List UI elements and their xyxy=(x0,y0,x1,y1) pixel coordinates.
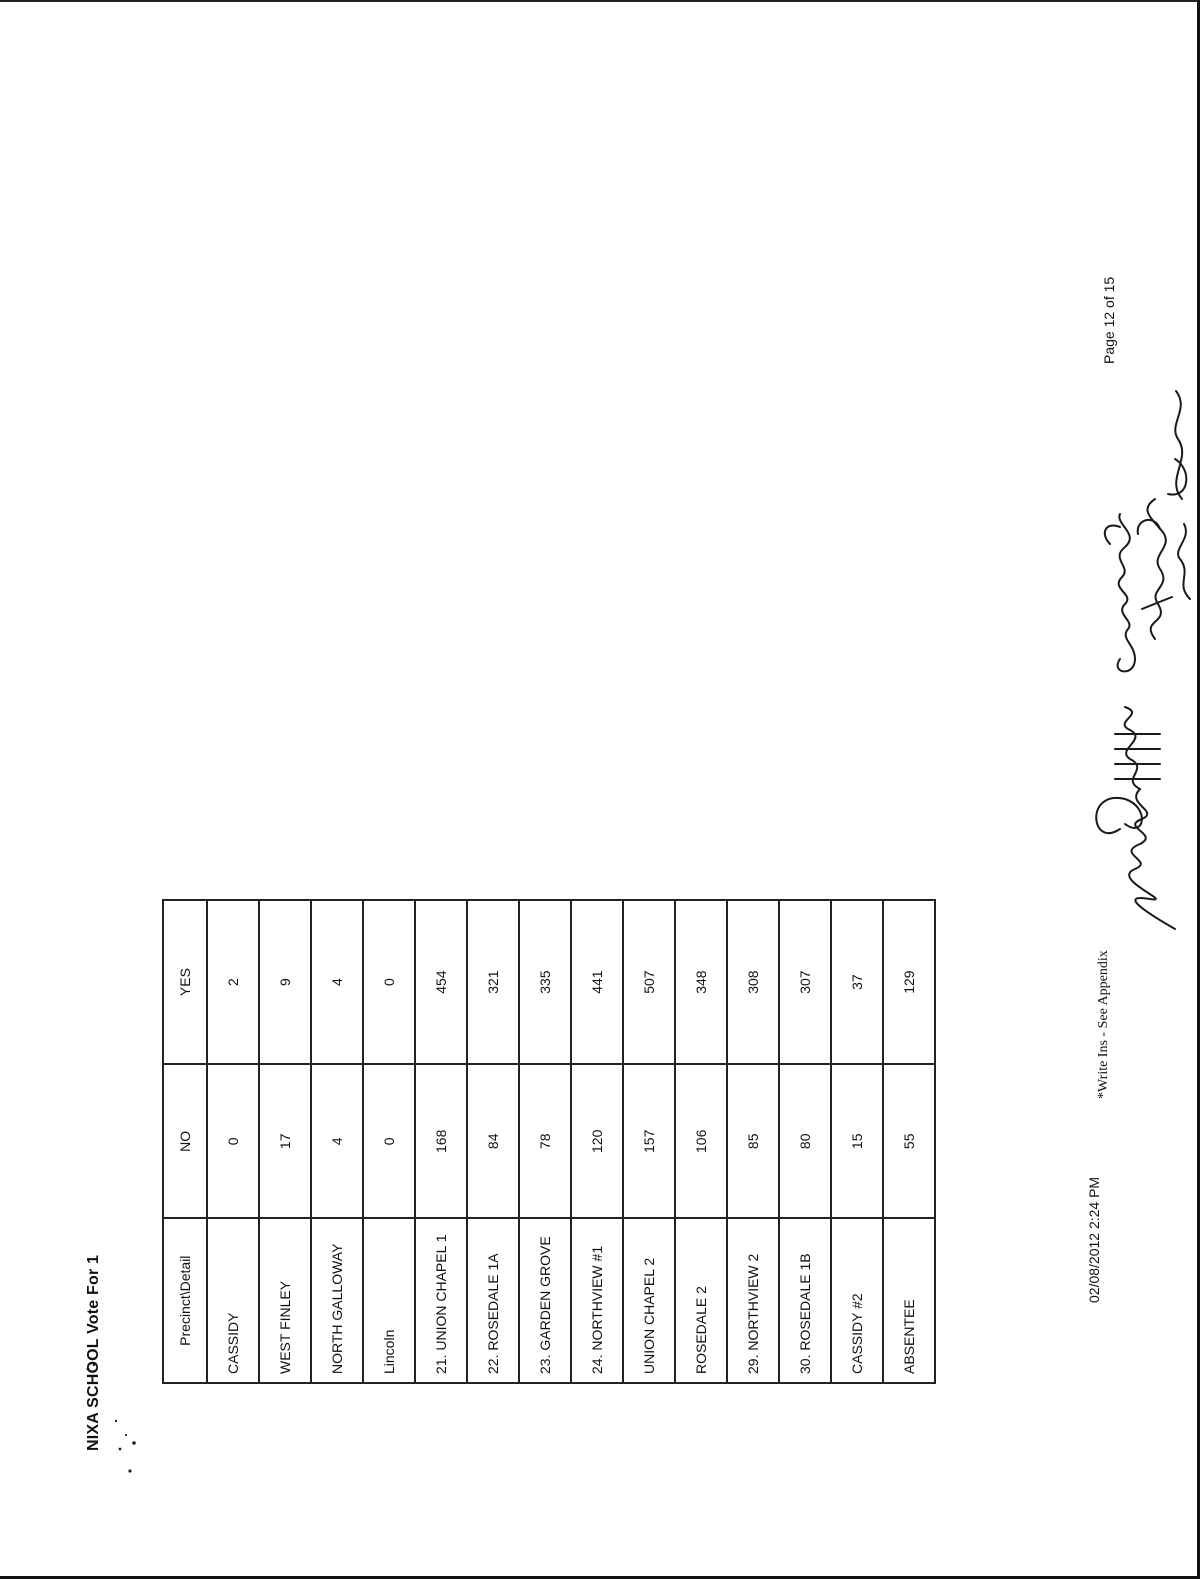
signatures xyxy=(1080,379,1200,939)
table-row xyxy=(259,900,311,1383)
no-cell: 17 xyxy=(259,1064,311,1218)
no-cell: 80 xyxy=(779,1064,831,1218)
table-row xyxy=(779,900,831,1383)
table-row xyxy=(727,900,779,1383)
yes-cell: 454 xyxy=(415,900,467,1064)
table-row xyxy=(519,900,571,1383)
yes-cell: 507 xyxy=(623,900,675,1064)
signature-3 xyxy=(1138,499,1172,639)
signature-2 xyxy=(1105,514,1135,671)
table-row xyxy=(363,900,415,1383)
precinct-cell: NORTH GALLOWAY xyxy=(311,1218,363,1383)
table-row xyxy=(415,900,467,1383)
table-row xyxy=(467,900,519,1383)
header-yes: YES xyxy=(163,900,207,1064)
precinct-cell: 24. NORTHVIEW #1 xyxy=(571,1218,623,1383)
table-row xyxy=(831,900,883,1383)
report-timestamp: 02/08/2012 2:24 PM xyxy=(1086,1176,1102,1303)
no-cell: 15 xyxy=(831,1064,883,1218)
table-row xyxy=(623,900,675,1383)
table-header-row xyxy=(163,900,207,1383)
yes-cell: 307 xyxy=(779,900,831,1064)
precinct-cell: ROSEDALE 2 xyxy=(675,1218,727,1383)
signature-1 xyxy=(1096,707,1175,929)
no-cell: 4 xyxy=(311,1064,363,1218)
results-table xyxy=(162,899,936,1384)
precinct-cell: UNION CHAPEL 2 xyxy=(623,1218,675,1383)
table-row xyxy=(207,900,259,1383)
precinct-cell: ABSENTEE xyxy=(883,1218,935,1383)
no-cell: 0 xyxy=(363,1064,415,1218)
page-number: Page 12 of 15 xyxy=(1101,276,1117,364)
no-cell: 55 xyxy=(883,1064,935,1218)
no-cell: 120 xyxy=(571,1064,623,1218)
write-ins-footnote: *Write Ins - See Appendix xyxy=(1096,950,1111,1099)
yes-cell: 308 xyxy=(727,900,779,1064)
yes-cell: 335 xyxy=(519,900,571,1064)
yes-cell: 37 xyxy=(831,900,883,1064)
yes-cell: 321 xyxy=(467,900,519,1064)
no-cell: 0 xyxy=(207,1064,259,1218)
yes-cell: 9 xyxy=(259,900,311,1064)
no-cell: 168 xyxy=(415,1064,467,1218)
yes-cell: 441 xyxy=(571,900,623,1064)
header-precinct: Precinct\Detail xyxy=(163,1218,207,1383)
yes-cell: 0 xyxy=(363,900,415,1064)
document-title: NIXA SCHOOL Vote For 1 xyxy=(85,1254,102,1451)
table-row xyxy=(311,900,363,1383)
yes-cell: 129 xyxy=(883,900,935,1064)
precinct-cell: 29. NORTHVIEW 2 xyxy=(727,1218,779,1383)
precinct-cell: 23. GARDEN GROVE xyxy=(519,1218,571,1383)
no-cell: 106 xyxy=(675,1064,727,1218)
header-no: NO xyxy=(163,1064,207,1218)
precinct-cell: CASSIDY #2 xyxy=(831,1218,883,1383)
precinct-cell: CASSIDY xyxy=(207,1218,259,1383)
precinct-cell: WEST FINLEY xyxy=(259,1218,311,1383)
no-cell: 78 xyxy=(519,1064,571,1218)
yes-cell: 348 xyxy=(675,900,727,1064)
signature-4 xyxy=(1168,391,1190,599)
precinct-cell: 30. ROSEDALE 1B xyxy=(779,1218,831,1383)
precinct-cell: 21. UNION CHAPEL 1 xyxy=(415,1218,467,1383)
table-row xyxy=(883,900,935,1383)
no-cell: 84 xyxy=(467,1064,519,1218)
yes-cell: 4 xyxy=(311,900,363,1064)
precinct-cell: 22. ROSEDALE 1A xyxy=(467,1218,519,1383)
no-cell: 85 xyxy=(727,1064,779,1218)
table-row xyxy=(571,900,623,1383)
precinct-cell: Lincoln xyxy=(363,1218,415,1383)
no-cell: 157 xyxy=(623,1064,675,1218)
table-row xyxy=(675,900,727,1383)
yes-cell: 2 xyxy=(207,900,259,1064)
